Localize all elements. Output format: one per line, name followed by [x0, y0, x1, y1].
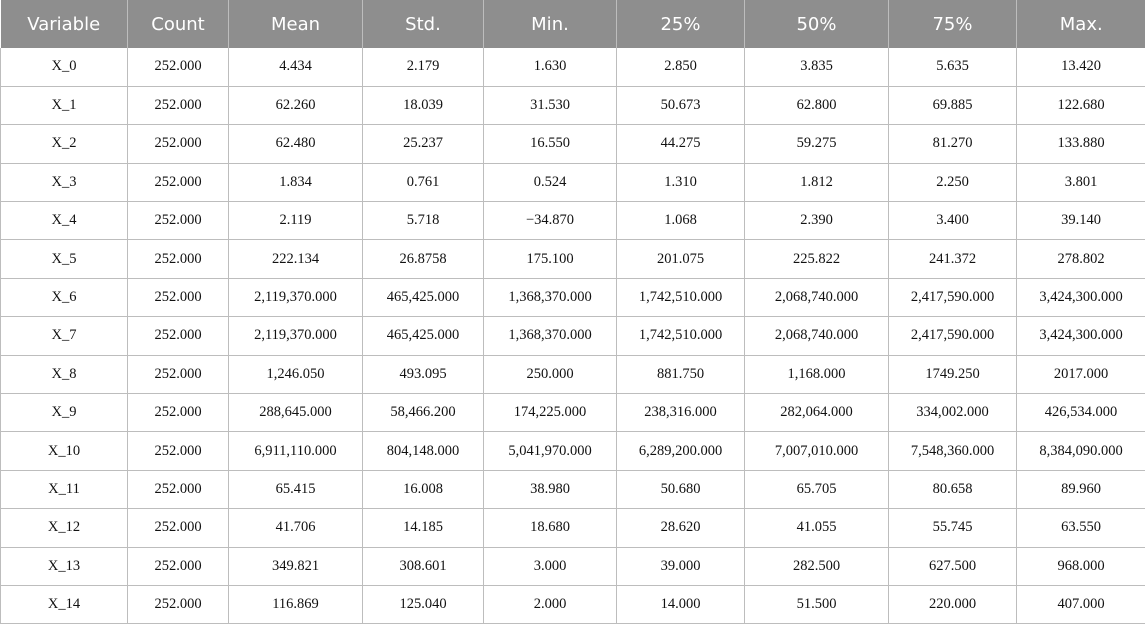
variable-name-cell: X_4: [1, 202, 128, 240]
table-header: [1, 0, 1145, 48]
value-cell-p75: 2,417,590.000: [889, 317, 1017, 355]
value-cell-p75: 55.745: [889, 509, 1017, 547]
column-header-min: Min.: [484, 0, 617, 48]
value-cell-std: 2.179: [363, 48, 484, 86]
value-cell-max: 426,534.000: [1017, 394, 1145, 432]
value-cell-min: 1,368,370.000: [484, 317, 617, 355]
value-cell-p50: 1.812: [745, 163, 889, 201]
variable-name-cell: X_7: [1, 317, 128, 355]
value-cell-max: 13.420: [1017, 48, 1145, 86]
value-cell-mean: 349.821: [229, 547, 363, 585]
value-cell-min: 5,041,970.000: [484, 432, 617, 470]
value-cell-std: 58,466.200: [363, 394, 484, 432]
variable-name-cell: X_1: [1, 86, 128, 124]
value-cell-mean: 62.260: [229, 86, 363, 124]
column-header-p50: 50%: [745, 0, 889, 48]
value-cell-count: 252.000: [128, 240, 229, 278]
column-header-max: Max.: [1017, 0, 1145, 48]
value-cell-p25: 881.750: [617, 355, 745, 393]
value-cell-count: 252.000: [128, 202, 229, 240]
value-cell-mean: 1.834: [229, 163, 363, 201]
value-cell-p50: 2.390: [745, 202, 889, 240]
value-cell-p75: 241.372: [889, 240, 1017, 278]
value-cell-p25: 2.850: [617, 48, 745, 86]
value-cell-p75: 5.635: [889, 48, 1017, 86]
table-row: [1, 240, 1145, 278]
value-cell-max: 133.880: [1017, 125, 1145, 163]
value-cell-min: 2.000: [484, 585, 617, 623]
value-cell-max: 63.550: [1017, 509, 1145, 547]
value-cell-std: 125.040: [363, 585, 484, 623]
variable-name-cell: X_6: [1, 278, 128, 316]
value-cell-std: 25.237: [363, 125, 484, 163]
variable-name-cell: X_14: [1, 585, 128, 623]
value-cell-p75: 1749.250: [889, 355, 1017, 393]
value-cell-count: 252.000: [128, 86, 229, 124]
column-header-mean: Mean: [229, 0, 363, 48]
variable-name-cell: X_8: [1, 355, 128, 393]
value-cell-max: 3.801: [1017, 163, 1145, 201]
value-cell-std: 26.8758: [363, 240, 484, 278]
table-row: [1, 48, 1145, 86]
value-cell-std: 14.185: [363, 509, 484, 547]
column-header-p75: 75%: [889, 0, 1017, 48]
value-cell-max: 278.802: [1017, 240, 1145, 278]
variable-name-cell: X_2: [1, 125, 128, 163]
value-cell-count: 252.000: [128, 394, 229, 432]
value-cell-mean: 65.415: [229, 470, 363, 508]
table-row: [1, 317, 1145, 355]
column-header-p25: 25%: [617, 0, 745, 48]
value-cell-mean: 2,119,370.000: [229, 317, 363, 355]
value-cell-min: 1,368,370.000: [484, 278, 617, 316]
table-row: [1, 163, 1145, 201]
table-row: [1, 432, 1145, 470]
value-cell-mean: 4.434: [229, 48, 363, 86]
value-cell-count: 252.000: [128, 163, 229, 201]
value-cell-p50: 2,068,740.000: [745, 317, 889, 355]
header-row: [1, 0, 1145, 48]
variable-name-cell: X_11: [1, 470, 128, 508]
value-cell-p25: 1.310: [617, 163, 745, 201]
table-row: [1, 394, 1145, 432]
value-cell-count: 252.000: [128, 355, 229, 393]
value-cell-mean: 2,119,370.000: [229, 278, 363, 316]
value-cell-p75: 627.500: [889, 547, 1017, 585]
value-cell-std: 493.095: [363, 355, 484, 393]
value-cell-std: 18.039: [363, 86, 484, 124]
value-cell-max: 39.140: [1017, 202, 1145, 240]
value-cell-min: 16.550: [484, 125, 617, 163]
value-cell-min: −34.870: [484, 202, 617, 240]
value-cell-std: 0.761: [363, 163, 484, 201]
value-cell-min: 250.000: [484, 355, 617, 393]
value-cell-max: 407.000: [1017, 585, 1145, 623]
value-cell-p25: 1,742,510.000: [617, 317, 745, 355]
value-cell-p25: 6,289,200.000: [617, 432, 745, 470]
column-header-count: Count: [128, 0, 229, 48]
table-row: [1, 547, 1145, 585]
value-cell-min: 38.980: [484, 470, 617, 508]
value-cell-p50: 282.500: [745, 547, 889, 585]
table-row: [1, 86, 1145, 124]
value-cell-p75: 334,002.000: [889, 394, 1017, 432]
value-cell-mean: 116.869: [229, 585, 363, 623]
value-cell-min: 0.524: [484, 163, 617, 201]
value-cell-mean: 2.119: [229, 202, 363, 240]
value-cell-mean: 222.134: [229, 240, 363, 278]
value-cell-mean: 6,911,110.000: [229, 432, 363, 470]
value-cell-max: 8,384,090.000: [1017, 432, 1145, 470]
value-cell-std: 308.601: [363, 547, 484, 585]
value-cell-p25: 39.000: [617, 547, 745, 585]
value-cell-count: 252.000: [128, 278, 229, 316]
value-cell-p75: 2.250: [889, 163, 1017, 201]
value-cell-p25: 44.275: [617, 125, 745, 163]
column-header-variable: Variable: [1, 0, 128, 48]
value-cell-std: 465,425.000: [363, 317, 484, 355]
table-row: [1, 278, 1145, 316]
variable-name-cell: X_12: [1, 509, 128, 547]
value-cell-max: 968.000: [1017, 547, 1145, 585]
variable-name-cell: X_3: [1, 163, 128, 201]
value-cell-p50: 62.800: [745, 86, 889, 124]
value-cell-p50: 65.705: [745, 470, 889, 508]
value-cell-p25: 238,316.000: [617, 394, 745, 432]
value-cell-p25: 201.075: [617, 240, 745, 278]
value-cell-p50: 225.822: [745, 240, 889, 278]
value-cell-p75: 81.270: [889, 125, 1017, 163]
value-cell-p75: 7,548,360.000: [889, 432, 1017, 470]
value-cell-p75: 3.400: [889, 202, 1017, 240]
value-cell-count: 252.000: [128, 509, 229, 547]
column-header-std: Std.: [363, 0, 484, 48]
variable-name-cell: X_5: [1, 240, 128, 278]
value-cell-max: 2017.000: [1017, 355, 1145, 393]
value-cell-max: 3,424,300.000: [1017, 278, 1145, 316]
value-cell-std: 465,425.000: [363, 278, 484, 316]
value-cell-count: 252.000: [128, 48, 229, 86]
value-cell-p25: 28.620: [617, 509, 745, 547]
value-cell-p25: 50.680: [617, 470, 745, 508]
value-cell-min: 18.680: [484, 509, 617, 547]
value-cell-min: 3.000: [484, 547, 617, 585]
value-cell-max: 3,424,300.000: [1017, 317, 1145, 355]
table-body: [1, 48, 1145, 624]
value-cell-p25: 50.673: [617, 86, 745, 124]
value-cell-p75: 220.000: [889, 585, 1017, 623]
value-cell-max: 122.680: [1017, 86, 1145, 124]
value-cell-min: 174,225.000: [484, 394, 617, 432]
value-cell-min: 1.630: [484, 48, 617, 86]
variable-name-cell: X_9: [1, 394, 128, 432]
value-cell-p25: 1.068: [617, 202, 745, 240]
value-cell-p50: 51.500: [745, 585, 889, 623]
variable-name-cell: X_10: [1, 432, 128, 470]
value-cell-mean: 41.706: [229, 509, 363, 547]
table-row: [1, 509, 1145, 547]
value-cell-count: 252.000: [128, 317, 229, 355]
value-cell-p75: 2,417,590.000: [889, 278, 1017, 316]
value-cell-max: 89.960: [1017, 470, 1145, 508]
value-cell-std: 5.718: [363, 202, 484, 240]
table-row: [1, 470, 1145, 508]
table-row: [1, 202, 1145, 240]
variable-name-cell: X_0: [1, 48, 128, 86]
value-cell-count: 252.000: [128, 470, 229, 508]
value-cell-p50: 7,007,010.000: [745, 432, 889, 470]
value-cell-p50: 59.275: [745, 125, 889, 163]
value-cell-std: 804,148.000: [363, 432, 484, 470]
value-cell-mean: 62.480: [229, 125, 363, 163]
value-cell-count: 252.000: [128, 432, 229, 470]
variable-name-cell: X_13: [1, 547, 128, 585]
value-cell-p50: 3.835: [745, 48, 889, 86]
table-row: [1, 125, 1145, 163]
value-cell-p50: 2,068,740.000: [745, 278, 889, 316]
value-cell-p25: 14.000: [617, 585, 745, 623]
value-cell-p75: 80.658: [889, 470, 1017, 508]
value-cell-count: 252.000: [128, 585, 229, 623]
value-cell-min: 175.100: [484, 240, 617, 278]
table-row: [1, 585, 1145, 623]
value-cell-min: 31.530: [484, 86, 617, 124]
value-cell-mean: 288,645.000: [229, 394, 363, 432]
value-cell-p50: 282,064.000: [745, 394, 889, 432]
value-cell-mean: 1,246.050: [229, 355, 363, 393]
table-row: [1, 355, 1145, 393]
value-cell-p75: 69.885: [889, 86, 1017, 124]
value-cell-count: 252.000: [128, 125, 229, 163]
value-cell-count: 252.000: [128, 547, 229, 585]
value-cell-p25: 1,742,510.000: [617, 278, 745, 316]
value-cell-p50: 1,168.000: [745, 355, 889, 393]
value-cell-p50: 41.055: [745, 509, 889, 547]
value-cell-std: 16.008: [363, 470, 484, 508]
